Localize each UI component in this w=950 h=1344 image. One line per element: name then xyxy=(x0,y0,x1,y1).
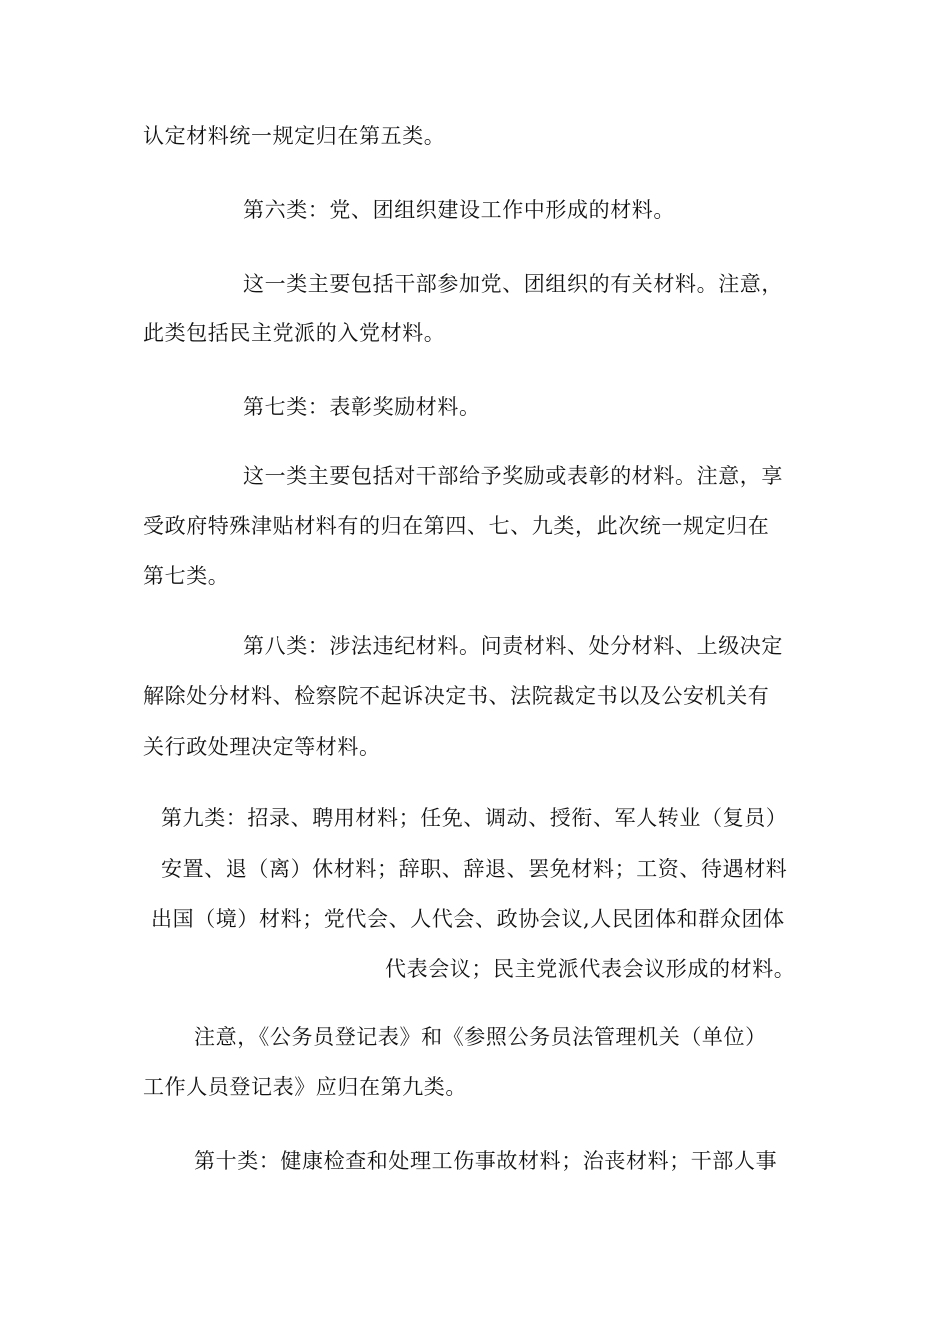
text-line: 第七类。 xyxy=(143,564,230,588)
text-line: 安置、退（离）休材料；辞职、辞退、罢免材料；工资、待遇材料 xyxy=(161,857,788,881)
text-line: 这一类主要包括对干部给予奖励或表彰的材料。注意，享 xyxy=(243,464,783,488)
text-line: 代表会议；民主党派代表会议形成的材料。 xyxy=(385,957,796,981)
text-line: 关行政处理决定等材料。 xyxy=(143,735,381,759)
section-heading-10: 第十类：健康检查和处理工伤事故材料；治丧材料；干部人事 xyxy=(194,1149,778,1173)
text-line: 这一类主要包括干部参加党、团组织的有关材料。注意， xyxy=(243,272,783,296)
section-heading-7: 第七类：表彰奖励材料。 xyxy=(243,395,481,419)
note-line: 注意，《公务员登记表》和《参照公务员法管理机关（单位） xyxy=(194,1025,767,1049)
text-line: 受政府特殊津贴材料有的归在第四、七、九类，此次统一规定归在 xyxy=(143,514,770,538)
text-line: 解除处分材料、检察院不起诉决定书、法院裁定书以及公安机关有 xyxy=(143,684,770,708)
text-line: 认定材料统一规定归在第五类。 xyxy=(143,124,446,148)
text-line: 此类包括民主党派的入党材料。 xyxy=(143,321,446,345)
text-line: 出国（境）材料；党代会、人代会、政协会议,人民团体和群众团体 xyxy=(151,907,785,931)
section-heading-8: 第八类：涉法违纪材料。问责材料、处分材料、上级决定 xyxy=(243,634,783,658)
section-heading-6: 第六类：党、团组织建设工作中形成的材料。 xyxy=(243,198,675,222)
text-line: 工作人员登记表》应归在第九类。 xyxy=(143,1075,467,1099)
section-heading-9: 第九类：招录、聘用材料；任免、调动、授衔、军人转业（复员） xyxy=(161,806,788,830)
